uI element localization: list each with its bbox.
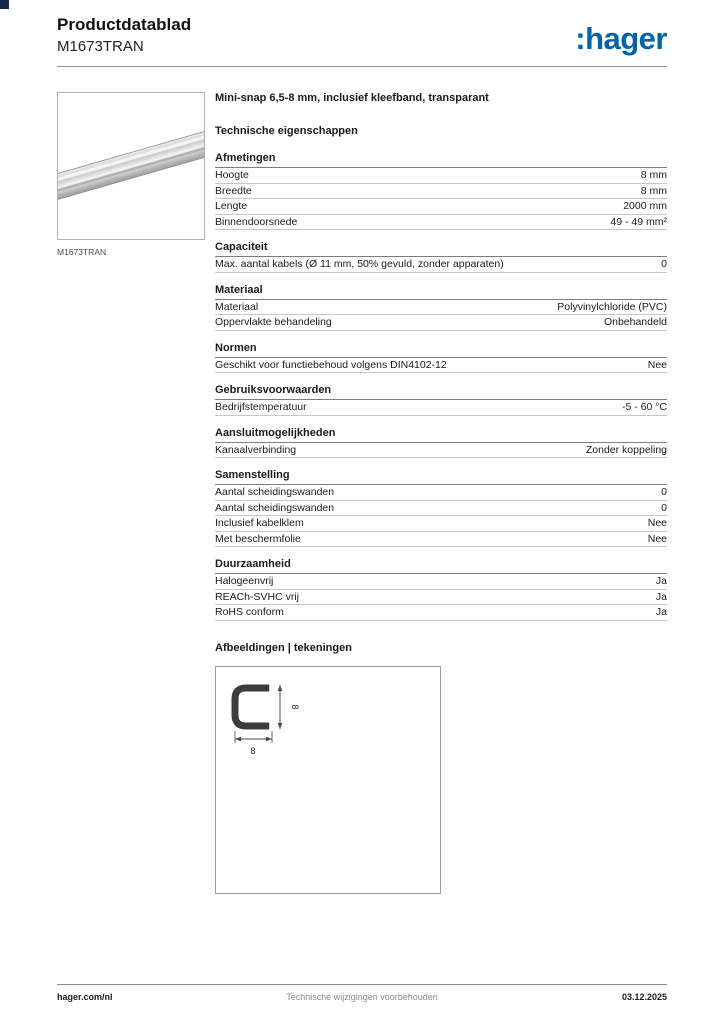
spec-label: Bedrijfstemperatuur xyxy=(215,401,307,413)
spec-label: REACh-SVHC vrij xyxy=(215,590,300,603)
spec-section-aansluitmogelijkheden xyxy=(215,427,667,459)
spec-label: Halogeenvrij xyxy=(215,575,274,587)
spec-label: Binnendoorsnede xyxy=(215,215,298,228)
footer xyxy=(57,992,667,1002)
spec-value: -5 - 60 °C xyxy=(621,401,667,413)
spec-value: 2000 mm xyxy=(623,200,667,212)
spec-row-scheidingswanden-2 xyxy=(215,501,667,517)
spec-row-scheidingswanden-1 xyxy=(215,485,667,501)
spec-label: Hoogte xyxy=(215,169,249,181)
spec-row-functiebehoud xyxy=(215,358,667,374)
product-image xyxy=(57,92,205,240)
spec-label: Aantal scheidingswanden xyxy=(215,486,335,498)
spec-row-beschermfolie xyxy=(215,532,667,548)
product-description: Mini-snap 6,5-8 mm, inclusief kleefband, transparant xyxy=(215,92,489,104)
drawings-heading: Afbeeldingen | tekeningen xyxy=(215,641,352,654)
spec-value: Ja xyxy=(655,575,667,587)
spec-value: 0 xyxy=(661,258,667,270)
spec-row-oppervlakte-behandeling xyxy=(215,315,667,331)
spec-value: Ja xyxy=(655,590,667,603)
section-title: Capaciteit xyxy=(215,241,667,257)
spec-value: 0 xyxy=(661,501,667,514)
header-titles xyxy=(57,15,191,55)
spec-label: Materiaal xyxy=(215,300,259,313)
spec-section-samenstelling xyxy=(215,469,667,547)
specs-heading: Technische eigenschappen xyxy=(215,125,358,137)
spec-label: Oppervlakte behandeling xyxy=(215,316,332,328)
spec-value: Onbehandeld xyxy=(603,316,667,328)
spec-label: Lengte xyxy=(215,200,248,212)
spec-value: Zonder koppeling xyxy=(585,443,667,456)
page-title: Productdatablad xyxy=(57,15,192,34)
product-code: M1673TRAN xyxy=(57,38,144,55)
product-image-caption: M1673TRAN xyxy=(57,247,107,257)
spec-value: Nee xyxy=(647,532,667,545)
product-image-column xyxy=(57,92,205,257)
spec-section-normen xyxy=(215,342,667,374)
spec-section-afmetingen xyxy=(215,152,667,230)
spec-label: RoHS conform xyxy=(215,606,284,618)
header xyxy=(57,15,667,55)
spec-row-binnendoorsnede xyxy=(215,215,667,231)
spec-label: Max. aantal kabels (Ø 11 mm, 50% gevuld, zonder apparaten) xyxy=(215,258,504,270)
spec-section-duurzaamheid xyxy=(215,558,667,621)
mini-snap-rail-illustration xyxy=(58,93,204,239)
spec-value: Polyvinylchloride (PVC) xyxy=(557,300,667,313)
width-dimension-label: 8 xyxy=(250,745,256,756)
footer-date: 03.12.2025 xyxy=(621,992,667,1002)
section-title: Samenstelling xyxy=(215,469,667,485)
section-title: Afmetingen xyxy=(215,152,667,168)
spec-row-bedrijfstemperatuur xyxy=(215,400,667,416)
spec-label: Met beschermfolie xyxy=(215,532,301,545)
header-divider xyxy=(57,66,667,67)
section-title: Normen xyxy=(215,342,667,358)
spec-label: Geschikt voor functiebehoud volgens DIN4102-12 xyxy=(215,358,447,371)
spec-value: Nee xyxy=(647,358,667,371)
footer-divider xyxy=(57,984,667,985)
spec-label: Kanaalverbinding xyxy=(215,443,297,456)
spec-row-kanaalverbinding xyxy=(215,443,667,459)
section-title: Duurzaamheid xyxy=(215,558,667,574)
spec-label: Inclusief kabelklem xyxy=(215,517,304,529)
spec-row-breedte xyxy=(215,184,667,200)
spec-section-gebruiksvoorwaarden xyxy=(215,384,667,416)
spec-value: 49 - 49 mm² xyxy=(610,215,667,228)
spec-row-materiaal xyxy=(215,300,667,316)
spec-row-halogeenvrij xyxy=(215,574,667,590)
section-title: Gebruiksvoorwaarden xyxy=(215,384,667,400)
spec-row-hoogte xyxy=(215,168,667,184)
spec-sections xyxy=(215,152,667,621)
spec-row-reach-svhc xyxy=(215,590,667,606)
spec-value: 8 mm xyxy=(640,169,667,181)
profile-cross-section-drawing xyxy=(222,675,352,785)
hager-logo: :hager xyxy=(575,21,667,56)
main-content xyxy=(215,92,667,894)
spec-value: 0 xyxy=(661,486,667,498)
spec-row-rohs xyxy=(215,605,667,621)
spec-label: Aantal scheidingswanden xyxy=(215,501,335,514)
spec-value: 8 mm xyxy=(640,184,667,197)
footer-website: hager.com/nl xyxy=(57,992,113,1002)
height-dimension-label: 8 xyxy=(290,703,300,710)
spec-row-max-aantal-kabels xyxy=(215,257,667,273)
spec-value: Ja xyxy=(655,606,667,618)
technical-drawing xyxy=(215,666,441,894)
spec-row-kabelklem xyxy=(215,516,667,532)
spec-row-lengte xyxy=(215,199,667,215)
footer-disclaimer: Technische wijzigingen voorbehouden xyxy=(286,992,438,1002)
spec-label: Breedte xyxy=(215,184,252,197)
spec-section-materiaal xyxy=(215,284,667,331)
corner-mark xyxy=(0,0,9,9)
section-title: Materiaal xyxy=(215,284,667,300)
spec-value: Nee xyxy=(647,517,667,529)
spec-section-capaciteit xyxy=(215,241,667,273)
section-title: Aansluitmogelijkheden xyxy=(215,427,667,443)
